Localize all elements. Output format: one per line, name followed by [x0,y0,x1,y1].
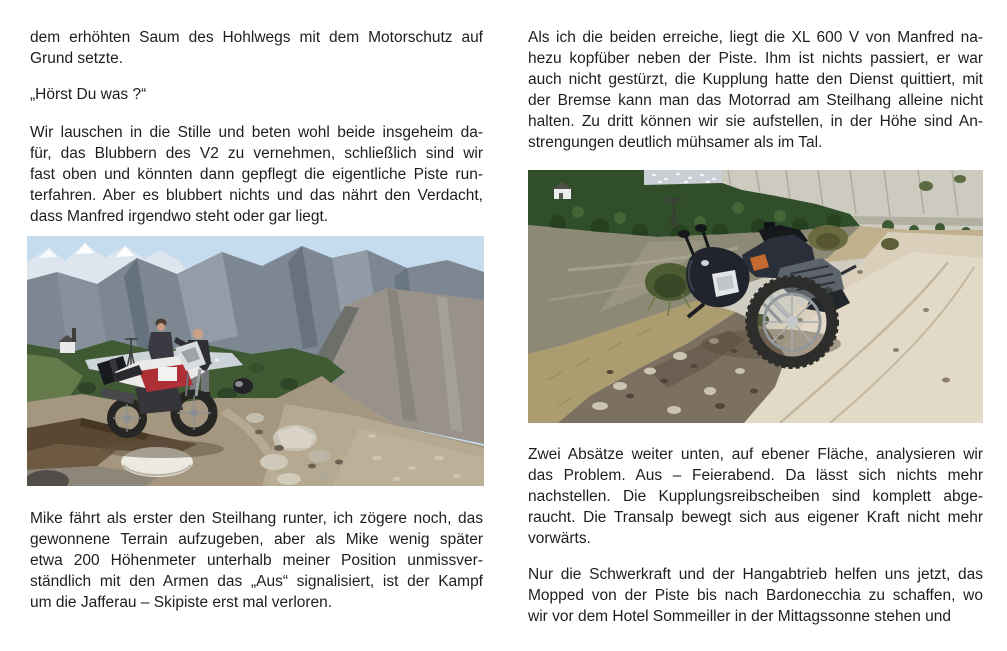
fallen-bike-photo [528,170,983,423]
text-paragraph: „Hörst Du was ?“ [30,86,147,103]
text-paragraph: dem erhöhten Saum des Hohlwegs mit dem Motorschutz auf Grund setzte. [30,29,483,67]
text-paragraph: Wir lauschen in die Stille und beten wohl beide insgeheim da- für, das Blubbern des V2 zu vernehmen, schließlich sind wir fast oben und könnten dann gepflegt die eigentliche Piste run- terfahren. Aber es blubbert nichts und das nährt den Verdacht, dass Manfred irgendwo steht oder gar liegt. [30,124,483,225]
text-paragraph: Mike fährt als erster den Steilhang runter, ich zögere noch, das gewonnene Terrain aufzugeben, aber als Mike wenig später etwa 200 Höhenmeter unterhalb meiner Position unmissver- ständlich mit den Armen das „Aus“ signalisiert, ist der Kampf um die Jafferau – Skipiste erst mal verloren. [30,510,483,611]
text-paragraph: Nur die Schwerkraft und der Hangabtrieb helfen uns jetzt, das Mopped von der Piste bis nach Bardonecchia zu schaffen, wo wir vor dem Hotel Sommeiller in der Mittagssonne stehen und [528,566,983,625]
text-paragraph: Zwei Absätze weiter unten, auf ebener Fläche, analysieren wir das Problem. Aus – Feierabend. Da lässt sich nichts mehr nachstellen. Die Kupplungsreibscheiben sind komplett abge- raucht. Die Transalp bewegt sich aus eigener Kraft nicht mehr vorwärts. [528,446,983,547]
text-paragraph: Als ich die beiden erreiche, liegt die XL 600 V von Manfred na- hezu kopfüber neben der Piste. Ihm ist nichts passiert, er war auch nicht gestürzt, die Kupplung hatte den Dienst quittiert, mit der Bremse kann man das Motorrad am Steilhang alleine nicht halten. Zu dritt können wir sie aufstellen, in der Höhe sind An- strengungen deutlich mühsamer als im Tal. [528,29,983,151]
summit-photo [27,236,484,486]
